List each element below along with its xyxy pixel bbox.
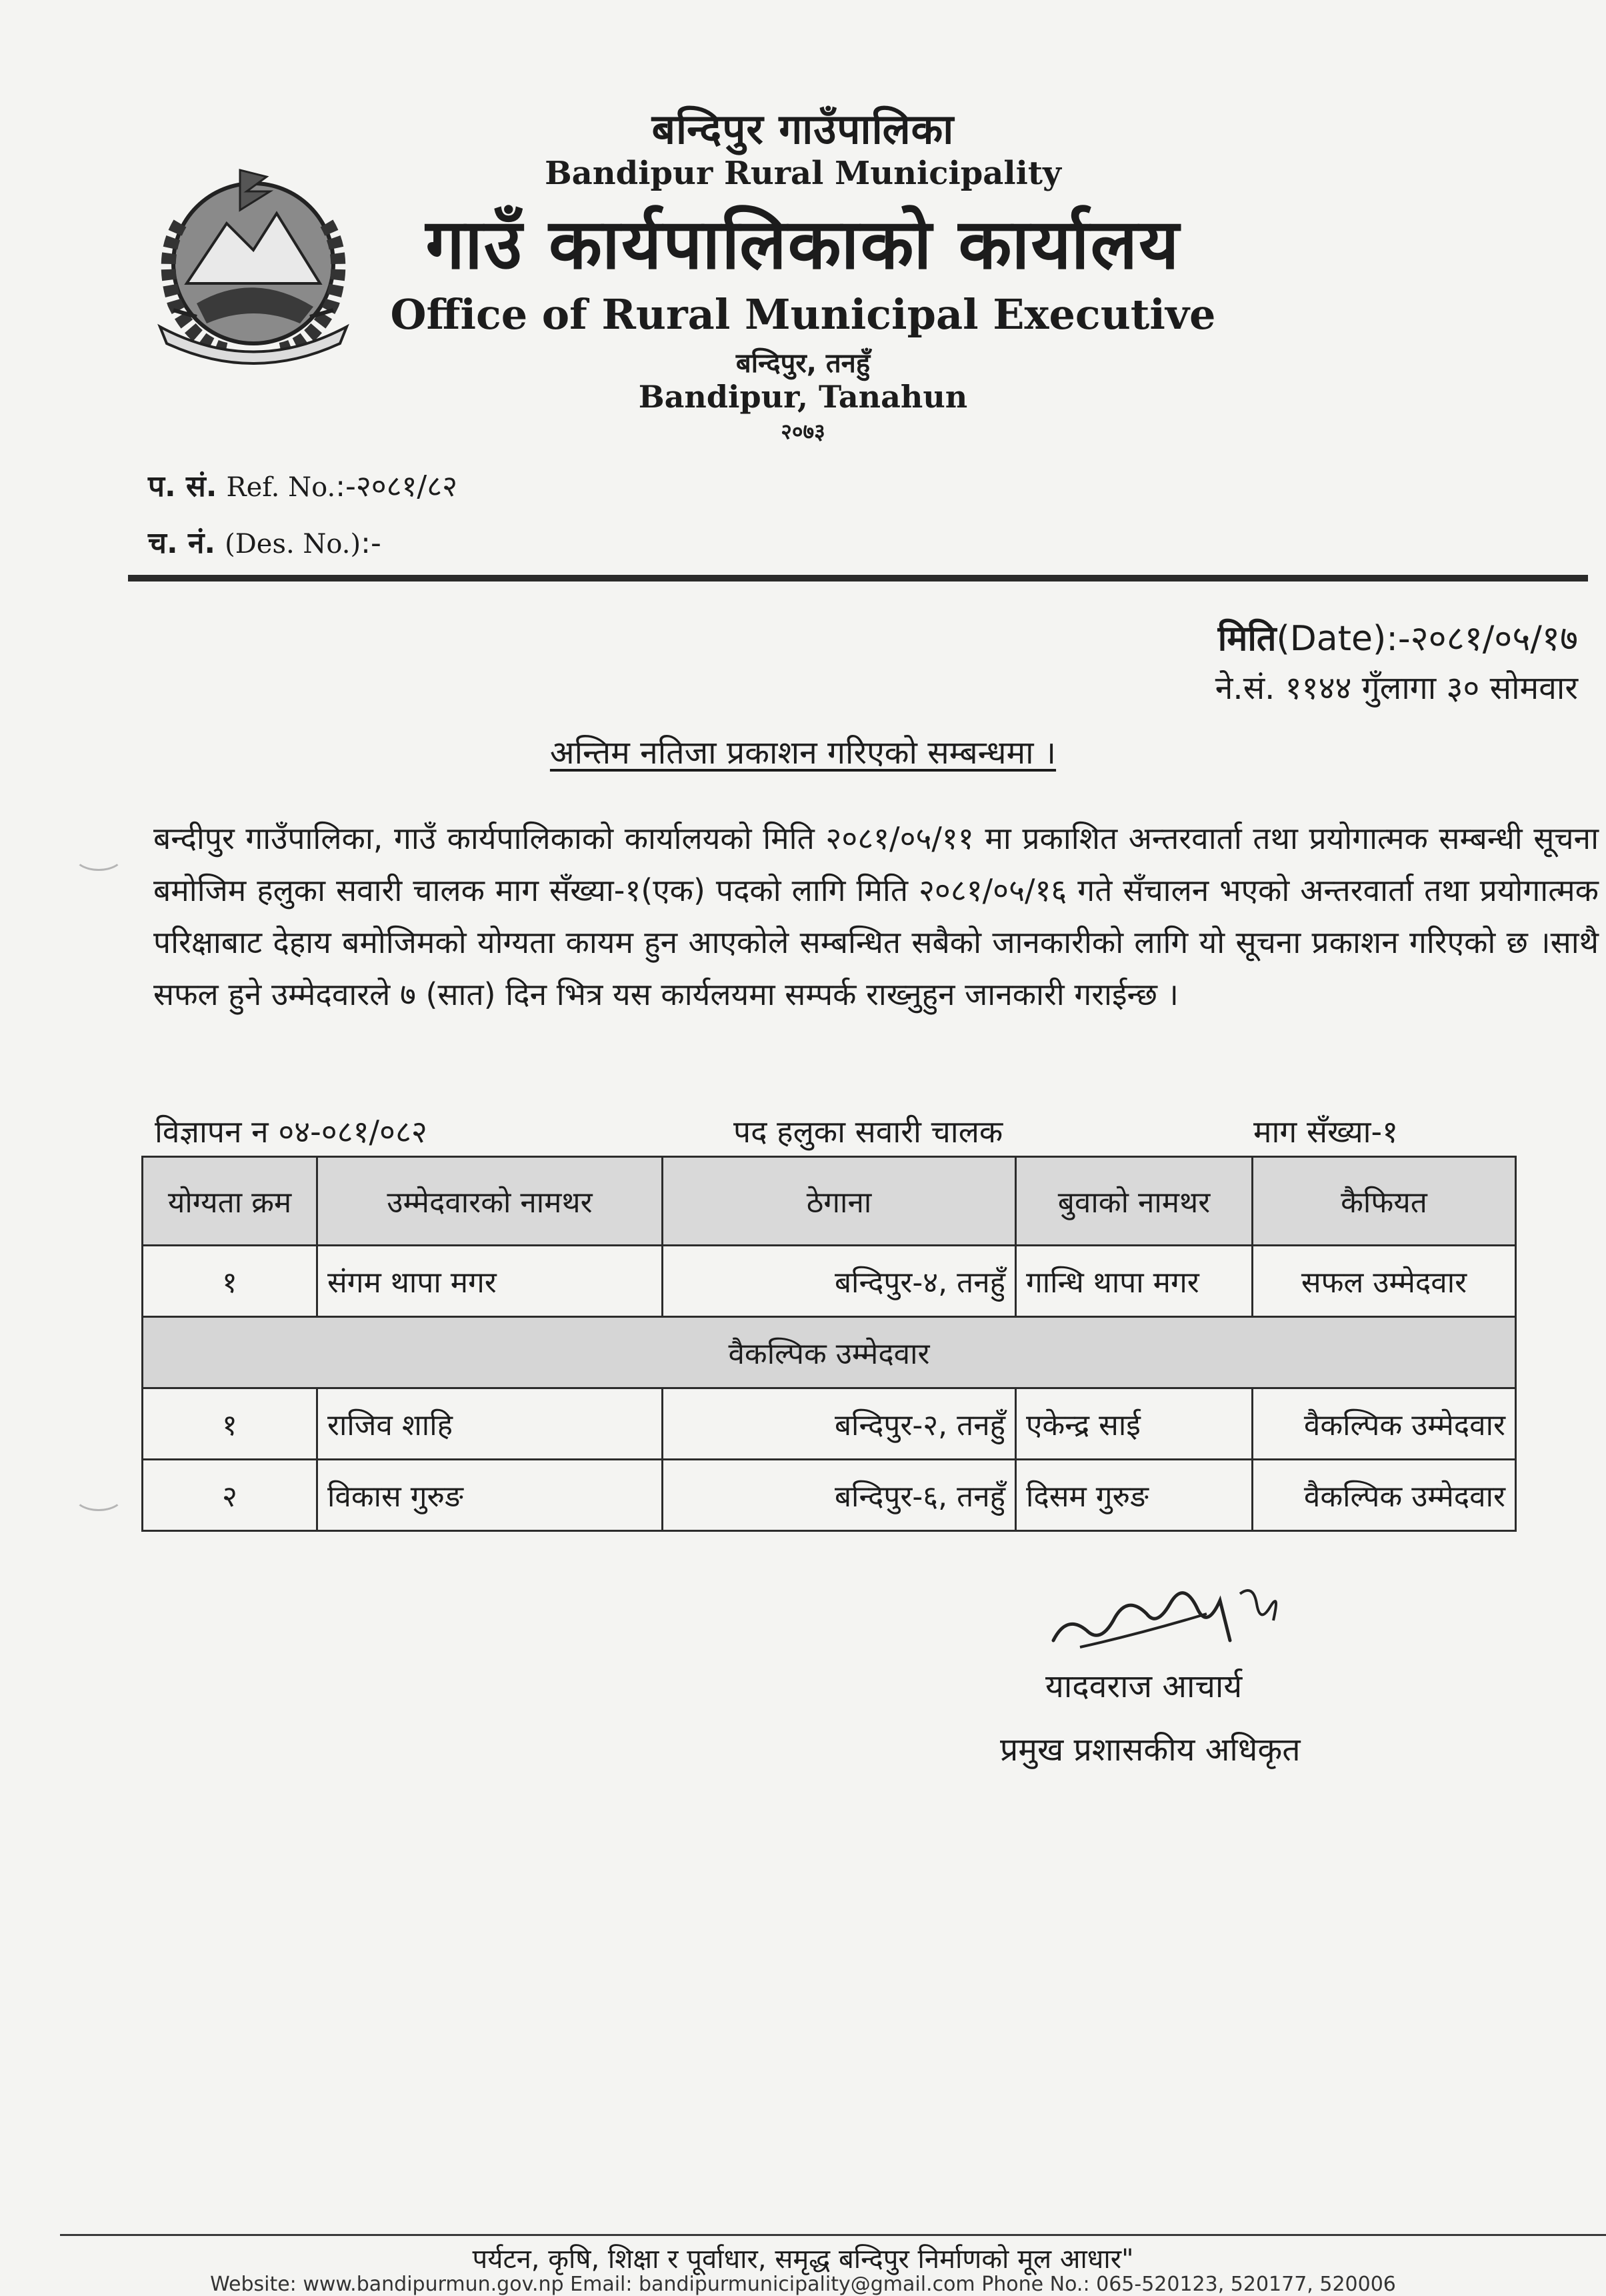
header-address: ठेगाना bbox=[663, 1157, 1016, 1246]
cell-remarks: वैकल्पिक उम्मेदवार bbox=[1253, 1460, 1516, 1531]
advert-post: पद हलुका सवारी चालक bbox=[733, 1114, 1003, 1150]
ref-value: :-२०८१/८२ bbox=[335, 469, 457, 503]
ref-label-np: प. सं. bbox=[148, 469, 217, 503]
place-np: बन्दिपुर, तनहुँ bbox=[735, 348, 871, 379]
punch-hole-mark bbox=[73, 840, 124, 871]
cell-remarks: सफल उम्मेदवार bbox=[1253, 1246, 1516, 1317]
cell-remarks: वैकल्पिक उम्मेदवार bbox=[1253, 1388, 1516, 1460]
header-remarks: कैफियत bbox=[1253, 1157, 1516, 1246]
header-rank: योग्यता क्रम bbox=[143, 1157, 317, 1246]
date-line bbox=[1218, 614, 1578, 661]
cell-address: बन्दिपुर-२, तनहुँ bbox=[663, 1388, 1016, 1460]
signatory-name: यादवराज आचार्य bbox=[1045, 1668, 1243, 1705]
cell-father-name: एकेन्द्र साई bbox=[1016, 1388, 1253, 1460]
municipality-name-en: Bandipur Rural Municipality bbox=[545, 155, 1061, 192]
cell-father-name: दिसम गुरुङ bbox=[1016, 1460, 1253, 1531]
table-row bbox=[143, 1388, 1516, 1460]
des-label-np: च. नं. bbox=[148, 526, 216, 560]
alternate-section-row bbox=[143, 1317, 1516, 1388]
table-row bbox=[143, 1246, 1516, 1317]
handwritten-signature bbox=[1040, 1567, 1293, 1667]
municipality-name-np: बन्दिपुर गाउँपालिका bbox=[651, 105, 955, 153]
signatory-title: प्रमुख प्रशासकीय अधिकृत bbox=[1000, 1731, 1301, 1769]
place-en: Bandipur, Tanahun bbox=[638, 379, 968, 415]
notice-body: बन्दीपुर गाउँपालिका, गाउँ कार्यपालिकाको कार्यालयको मिति २०८१/०५/११ मा प्रकाशित अन्तरवार्ता तथा प्रयोगात्मक सम्बन्धी सूचना बमोजिम हलुका सवारी चालक माग सँख्या-१(एक) पदको लागि मिति २०८१/०५/१६ गते सँचालन भएको अन्तरवार्ता तथा प्रयोगात्मक परिक्षाबाट देहाय बमोजिमको योग्यता कायम हुन आएकोले सम्बन्धित सबैको जानकारीको लागि यो सूचना प्रकाशन गरिएको छ ।साथै सफल हुने उम्मेदवारले ७ (सात) दिन भित्र यस कार्यलयमा सम्पर्क राख्नुहुन जानकारी गराईन्छ । bbox=[153, 820, 1599, 1012]
dispatch-number bbox=[148, 521, 381, 561]
des-label-en: (Des. No.) bbox=[225, 529, 361, 559]
alternate-heading: वैकल्पिक उम्मेदवार bbox=[143, 1317, 1516, 1388]
advert-number: विज्ञापन न ०४-०८१/०८२ bbox=[155, 1114, 427, 1150]
advert-demand: माग सँख्या-१ bbox=[1253, 1114, 1399, 1150]
cell-address: बन्दिपुर-४, तनहुँ bbox=[663, 1246, 1016, 1317]
des-value: :- bbox=[361, 526, 381, 560]
cell-rank: २ bbox=[143, 1460, 317, 1531]
footer-divider bbox=[60, 2234, 1606, 2236]
header-divider bbox=[128, 575, 1588, 582]
header-father-name: बुवाको नामथर bbox=[1016, 1157, 1253, 1246]
date-label: मिति bbox=[1217, 619, 1277, 659]
cell-candidate-name: विकास गुरुङ bbox=[317, 1460, 663, 1531]
reference-number bbox=[148, 465, 457, 505]
table-row bbox=[143, 1460, 1516, 1531]
ref-label-en: Ref. No. bbox=[226, 472, 336, 503]
subject-line: अन्तिम नतिजा प्रकाशन गरिएको सम्बन्धमा । bbox=[549, 734, 1057, 772]
results-table bbox=[141, 1156, 1517, 1532]
cell-father-name: गान्धि थापा मगर bbox=[1016, 1246, 1253, 1317]
cell-address: बन्दिपुर-६, तनहुँ bbox=[663, 1460, 1016, 1531]
date-value: :-२०८१/०५/१७ bbox=[1386, 619, 1578, 659]
office-name-np: गाउँ कार्यपालिकाको कार्यालय bbox=[425, 203, 1181, 285]
cell-candidate-name: राजिव शाहि bbox=[317, 1388, 663, 1460]
table-header-row bbox=[143, 1157, 1516, 1246]
header-candidate-name: उम्मेदवारको नामथर bbox=[317, 1157, 663, 1246]
cell-rank: १ bbox=[143, 1388, 317, 1460]
punch-hole-mark bbox=[73, 1480, 124, 1511]
footer-motto: पर्यटन, कृषि, शिक्षा र पूर्वाधार, समृद्ध बन्दिपुर निर्माणको मूल आधार" bbox=[472, 2244, 1134, 2275]
cell-rank: १ bbox=[143, 1246, 317, 1317]
nepal-sambat-date: ने.सं. ११४४ गुँलागा ३० सोमवार bbox=[1215, 670, 1578, 707]
footer-contact: Website: www.bandipurmun.gov.np Email: bandipurmunicipality@gmail.com Phone No.: 065-520123, 520177, 520006 bbox=[210, 2273, 1396, 2296]
office-name-en: Office of Rural Municipal Executive bbox=[390, 290, 1216, 339]
date-label-en: (Date) bbox=[1276, 619, 1387, 659]
cell-candidate-name: संगम थापा मगर bbox=[317, 1246, 663, 1317]
established-year: २०७३ bbox=[781, 419, 825, 444]
